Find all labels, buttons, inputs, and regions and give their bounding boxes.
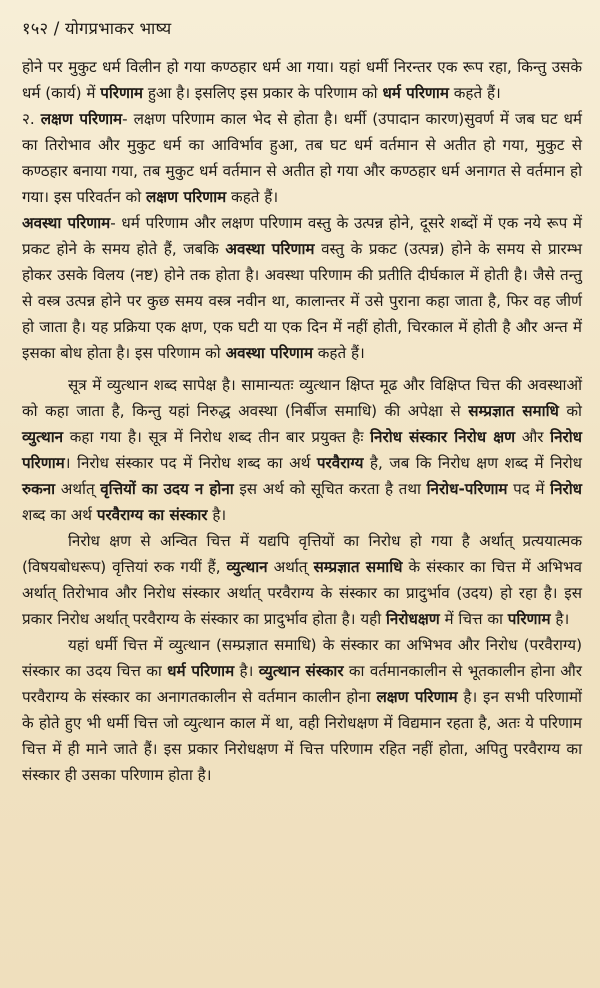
bold-term: सम्प्रज्ञात समाधि xyxy=(313,558,403,576)
text-run: वस्तु के प्रकट (उत्पन्न) होने के समय से प्रारम्भ होकर उसके विलय (नष्ट) होने तक होता है। अवस्था परिणाम की प्रतीति दीर्घकाल में होती है। जैसे तन्तु से वस्त्र उत्पन्न होने पर कुछ समय वस्त्र नवीन था, कालान्तर में उसे पुराना कहा जाता है, फिर वह जीर्ण हो जाता है। यह प्रक्रिया एक क्षण, एक घटी या एक दिन में नहीं होती, चिरकाल में होती है और अन्त में इसका बोध होता है। इस परिणाम को xyxy=(22,240,582,362)
text-run: होने पर मुकुट धर्म विलीन हो गया कण्ठहार धर्म आ गया। यहां धर्मी निरन्तर एक रूप रहा, किन्तु उसके धर्म (कार्य) में xyxy=(22,58,582,102)
paragraph xyxy=(22,632,582,788)
bold-term: धर्म परिणाम xyxy=(167,662,235,680)
bold-term: अवस्था परिणाम xyxy=(225,240,315,258)
text-run: २. xyxy=(22,110,41,128)
bold-term: परवैराग्य का संस्कार xyxy=(96,506,208,524)
text-run: सूत्र में व्युत्थान शब्द सापेक्ष है। सामान्यतः व्युत्थान क्षिप्त मूढ और विक्षिप्त चित्त की अवस्थाओं को कहा जाता है, किन्तु यहां निरुद्ध अवस्था (निर्बीज समाधि) की अपेक्षा से xyxy=(22,376,582,420)
text-run: कहा गया है। सूत्र में निरोध शब्द तीन बार प्रयुक्त हैः xyxy=(63,428,371,446)
text-run: है। xyxy=(207,506,227,524)
bold-term: सम्प्रज्ञात समाधि xyxy=(468,402,559,420)
bold-term: वृत्तियों का उदय न होना xyxy=(100,480,234,498)
text-run: अर्थात् xyxy=(55,480,101,498)
bold-term: अवस्था परिणाम xyxy=(22,214,111,232)
text-run: में चित्त का xyxy=(439,610,508,628)
text-run: यहां धर्मी चित्त में व्युत्थान (सम्प्रज्ञात समाधि) के संस्कार का अभिभव और निरोध (परवैराग्य) संस्कार का उदय चित्त का xyxy=(22,636,582,680)
bold-term: रुकना xyxy=(22,480,56,498)
body-text xyxy=(22,54,582,788)
text-run: कहते हैं। xyxy=(226,188,279,206)
text-run: और xyxy=(515,428,551,446)
bold-term: निरोध xyxy=(550,480,582,498)
bold-term: अवस्था परिणाम xyxy=(225,344,313,362)
bold-term: व्युत्थान xyxy=(22,428,64,446)
bold-term: लक्षण परिणाम xyxy=(376,688,458,706)
text-run: हुआ है। इसलिए इस प्रकार के परिणाम को xyxy=(143,84,383,102)
text-run: शब्द का अर्थ xyxy=(22,506,97,524)
text-run: का वर्तमानकालीन से भूतकालीन होना और परवैराग्य के संस्कार का अनागतकालीन से वर्तमान कालीन होना xyxy=(22,662,582,706)
bold-term: धर्म परिणाम xyxy=(382,84,449,102)
text-run: । निरोध संस्कार पद में निरोध शब्द का अर्थ xyxy=(64,454,317,472)
text-run: - धर्म परिणाम और लक्षण परिणाम वस्तु के उत्पन्न होने, दूसरे शब्दों में एक नये रूप में प्रकट होने के समय होते हैं, जबकि xyxy=(22,214,582,258)
bold-term: लक्षण परिणाम xyxy=(145,188,227,206)
text-run: इस अर्थ को सूचित करता है तथा xyxy=(233,480,427,498)
bold-term: परवैराग्य xyxy=(316,454,364,472)
page-number: १५२ xyxy=(22,19,49,38)
text-run: कहते हैं। xyxy=(448,84,501,102)
bold-term: लक्षण परिणाम xyxy=(40,110,123,128)
text-run: है। xyxy=(550,610,570,628)
bold-term: निरोध संस्कार निरोध क्षण xyxy=(370,428,516,446)
bold-term: निरोध परिणाम xyxy=(22,428,583,472)
text-run: है। xyxy=(234,662,259,680)
text-run: है, जब कि निरोध क्षण शब्द में निरोध xyxy=(363,454,582,472)
paragraph xyxy=(22,210,582,366)
bold-term: व्युत्थान संस्कार xyxy=(258,662,344,680)
bold-term: निरोधक्षण xyxy=(385,610,440,628)
book-title: योगप्रभाकर भाष्य xyxy=(65,19,172,38)
text-run: कहते हैं। xyxy=(312,344,365,362)
text-run: - लक्षण परिणाम काल भेद से होता है। धर्मी (उपादान कारण)सुवर्ण में जब घट धर्म का तिरोभाव और मुकुट धर्म का आविर्भाव हुआ, तब घट धर्म वर्तमान से अतीत हो गया, मुकुट से कण्ठहार बनाया गया, तब मुकुट धर्म वर्तमान से अतीत हो गया और कण्ठहार धर्म अनागत से वर्तमान हो गया। इस परिवर्तन को xyxy=(22,110,582,206)
bold-term: परिणाम xyxy=(507,610,551,628)
paragraph xyxy=(22,372,582,528)
bold-term: परिणाम xyxy=(100,84,144,102)
paragraph xyxy=(22,54,582,106)
text-run: को xyxy=(558,402,582,420)
paragraph xyxy=(22,106,582,210)
text-run: पद में xyxy=(507,480,551,498)
running-header xyxy=(22,16,582,42)
bold-term: व्युत्थान xyxy=(226,558,268,576)
text-run: निरोध क्षण से अन्वित चित्त में यद्यपि वृत्तियों का निरोध हो गया है अर्थात् प्रत्ययात्मक (विषयबोधरूप) वृत्तियां रुक गयीं हैं, xyxy=(22,532,582,576)
text-run: के संस्कार का चित्त में अभिभव अर्थात् तिरोभाव और निरोध संस्कार अर्थात् परवैराग्य के संस्कार का प्रादुर्भाव (उदय) हो रहा है। इस प्रकार निरोध अर्थात् परवैराग्य के संस्कार का प्रादुर्भाव होता है। यही xyxy=(22,558,582,628)
bold-term: निरोध-परिणाम xyxy=(426,480,508,498)
text-run: अर्थात् xyxy=(267,558,314,576)
text-run: है। इन सभी परिणामों के होते हुए भी धर्मी चित्त जो व्युत्थान काल में था, वही निरोधक्षण में विद्यमान रहता है, अतः ये परिणाम चित्त में ही माने जाते हैं। इस प्रकार निरोधक्षण में चित्त परिणाम रहित नहीं होता, अपितु परवैराग्य का संस्कार ही उसका परिणाम होता है। xyxy=(22,688,582,784)
paragraph xyxy=(22,528,582,632)
header-separator: / xyxy=(48,19,65,38)
